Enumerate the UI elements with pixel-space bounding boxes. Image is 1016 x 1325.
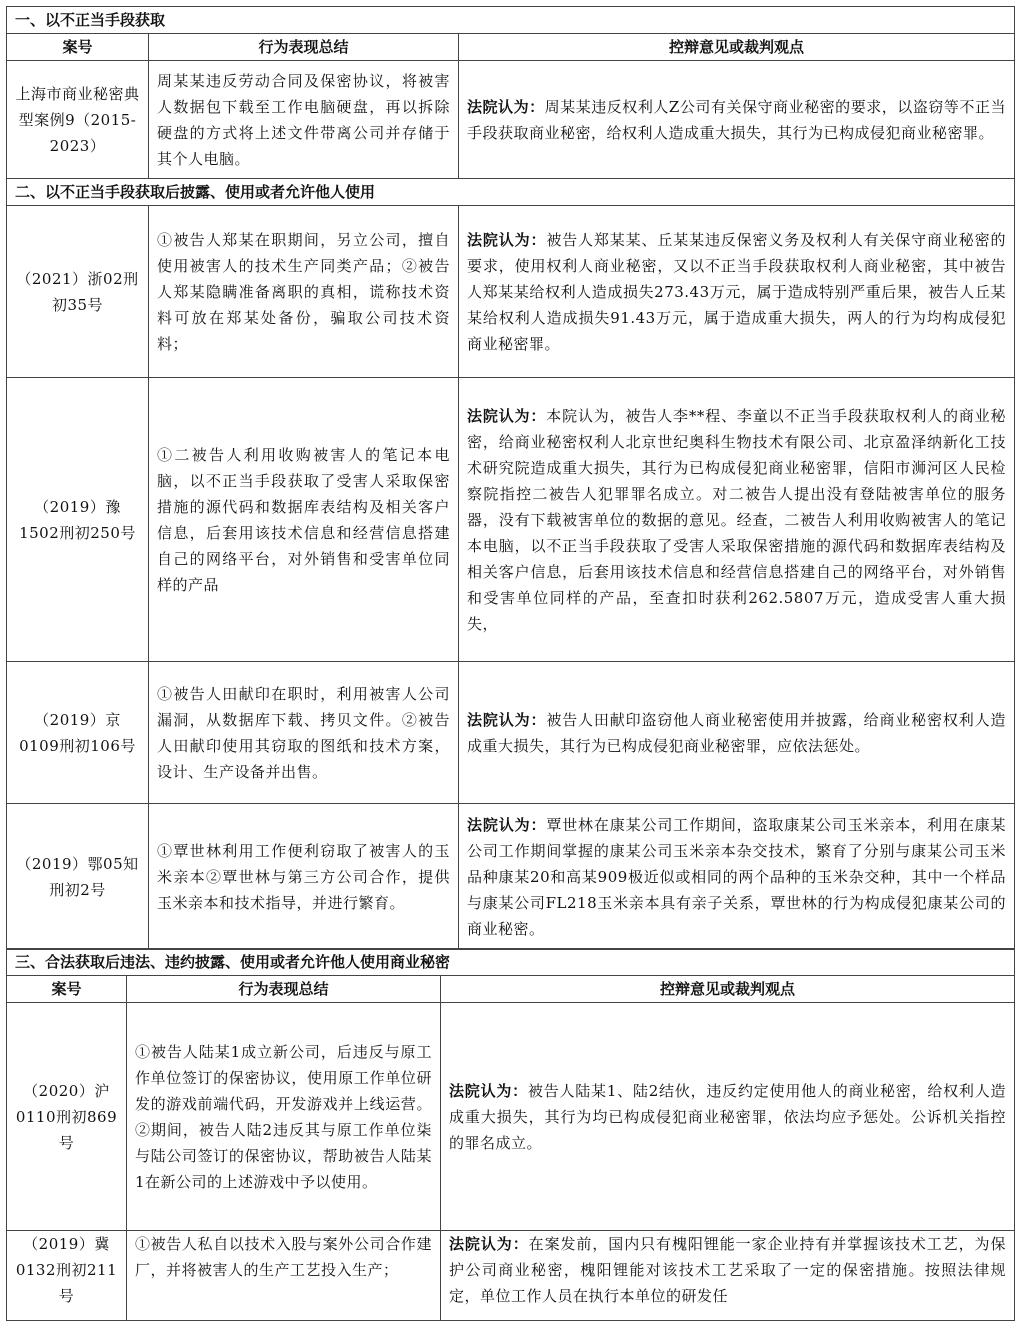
- header-opinion: 控辩意见或裁判观点: [459, 34, 1015, 61]
- behavior-summary: ①被告人田献印在职时，利用被害人公司漏洞，从数据库下载、拷贝文件。②被告人田献印使用其窃取的图纸和技术方案，设计、生产设备并出售。: [149, 662, 459, 804]
- table-row: [7, 206, 1015, 378]
- section-header-row: [7, 7, 1015, 34]
- case-number: （2021）浙02刑初35号: [7, 206, 149, 378]
- opinion-text: 被告人陆某1、陆2结伙，违反约定使用他人的商业秘密，给权利人造成重大损失，其行为均已构成侵犯商业秘密罪，依法均应予惩处。公诉机关指控的罪名成立。: [449, 1081, 1006, 1152]
- section-header-row: [7, 949, 1015, 976]
- table-row: [7, 1231, 1015, 1321]
- case-table: [6, 6, 1015, 950]
- case-number: （2019）豫1502刑初250号: [7, 378, 149, 662]
- opinion-lead: 法院认为：: [467, 815, 547, 834]
- opinion-text: 周某某违反权利人Z公司有关保守商业秘密的要求，以盗窃等不正当手段获取商业秘密，给权利人造成重大损失，其行为已构成侵犯商业秘密罪。: [467, 97, 1006, 142]
- opinion-lead: 法院认为：: [467, 710, 547, 729]
- opinion-text: 在案发前，国内只有槐阳锂能一家企业持有并掌握该技术工艺，为保护公司商业秘密，槐阳锂能对该技术工艺采取了一定的保密措施。按照法律规定，单位工作人员在执行本单位的研发任: [449, 1235, 1006, 1305]
- case-number: （2020）沪0110刑初869号: [7, 1003, 127, 1231]
- column-header-row: [7, 976, 1015, 1003]
- opinion-lead: 法院认为：: [467, 97, 545, 116]
- opinion-lead: 法院认为：: [467, 406, 547, 425]
- section-title: 三、合法获取后违法、违约披露、使用或者允许他人使用商业秘密: [7, 949, 1015, 976]
- header-behavior: 行为表现总结: [127, 976, 441, 1003]
- opinion-text: 被告人田献印盗窃他人商业秘密使用并披露，给商业秘密权利人造成重大损失，其行为已构成侵犯商业秘密罪，应依法惩处。: [467, 710, 1006, 755]
- case-number: 上海市商业秘密典型案例9（2015-2023）: [7, 61, 149, 179]
- table-row: [7, 1003, 1015, 1231]
- header-opinion: 控辩意见或裁判观点: [441, 976, 1015, 1003]
- behavior-summary: ①被告人私自以技术入股与案外公司合作建厂，并将被害人的生产工艺投入生产；: [127, 1231, 441, 1321]
- table-row: [7, 61, 1015, 179]
- opinion-text: 覃世林在康某公司工作期间，盗取康某公司玉米亲本，利用在康某公司工作期间掌握的康某公司玉米亲本杂交技术，繁育了分别与康某公司玉米品种康某20和高某909极近似或相同的两个品种的玉米杂交种，其中一个样品与康某公司FL218玉米亲本具有亲子关系，覃世林的行为构成侵犯康某公司的商业秘密。: [467, 815, 1006, 938]
- court-opinion: [459, 61, 1015, 179]
- table-row: [7, 662, 1015, 804]
- column-header-row: [7, 34, 1015, 61]
- case-number: （2019）冀0132刑初211号: [7, 1231, 127, 1321]
- behavior-summary: ①覃世林利用工作便利窃取了被害人的玉米亲本②覃世林与第三方公司合作，提供玉米亲本和技术指导，并进行繁育。: [149, 804, 459, 950]
- court-opinion: [441, 1003, 1015, 1231]
- header-case-number: 案号: [7, 34, 149, 61]
- opinion-lead: 法院认为：: [449, 1081, 528, 1100]
- behavior-summary: 周某某违反劳动合同及保密协议，将被害人数据包下载至工作电脑硬盘，再以拆除硬盘的方式将上述文件带离公司并存储于其个人电脑。: [149, 61, 459, 179]
- court-opinion: [441, 1231, 1015, 1321]
- behavior-summary: ①被告人陆某1成立新公司，后违反与原工作单位签订的保密协议，使用原工作单位研发的游戏前端代码，开发游戏并上线运营。②期间，被告人陆2违反其与原工作单位柒与陆公司签订的保密协议，帮助被告人陆某1在新公司的上述游戏中予以使用。: [127, 1003, 441, 1231]
- opinion-text: 被告人郑某某、丘某某违反保密义务及权利人有关保守商业秘密的要求，使用权利人商业秘密，又以不正当手段获取权利人商业秘密，其中被告人郑某某给权利人造成损失273.43万元，属于造成特别严重后果，被告人丘某某给权利人造成损失91.43万元，属于造成重大损失，两人的行为均构成侵犯商业秘密罪。: [467, 230, 1006, 353]
- opinion-lead: 法院认为：: [449, 1235, 529, 1253]
- table-row: [7, 378, 1015, 662]
- case-table-section-three: [6, 948, 1015, 1321]
- court-opinion: [459, 206, 1015, 378]
- court-opinion: [459, 378, 1015, 662]
- section-title: 二、以不正当手段获取后披露、使用或者允许他人使用: [7, 179, 1015, 206]
- case-number: （2019）鄂05知刑初2号: [7, 804, 149, 950]
- header-behavior: 行为表现总结: [149, 34, 459, 61]
- behavior-summary: ①被告人郑某在职期间，另立公司，擅自使用被害人的技术生产同类产品；②被告人郑某隐瞒准备离职的真相，谎称技术资料可放在郑某处备份，骗取公司技术资料；: [149, 206, 459, 378]
- case-number: （2019）京0109刑初106号: [7, 662, 149, 804]
- court-opinion: [459, 662, 1015, 804]
- table-row: [7, 804, 1015, 950]
- opinion-text: 本院认为，被告人李**程、李童以不正当手段获取权利人的商业秘密，给商业秘密权利人北京世纪奥科生物技术有限公司、北京盈泽纳新化工技术研究院造成重大损失，其行为已构成侵犯商业秘密罪，信阳市浉河区人民检察院指控二被告人犯罪罪名成立。对二被告人提出没有登陆被害单位的服务器，没有下载被害单位的数据的意见。经查，二被告人利用收购被害人的笔记本电脑，以不正当手段获取了受害人采取保密措施的源代码和数据库表结构及相关客户信息，后套用该技术信息和经营信息搭建自己的网络平台，对外销售和受害单位同样的产品，至查扣时获利262.5807万元，造成受害人重大损失，: [467, 406, 1006, 633]
- header-case-number: 案号: [7, 976, 127, 1003]
- behavior-summary: ①二被告人利用收购被害人的笔记本电脑，以不正当手段获取了受害人采取保密措施的源代码和数据库表结构及相关客户信息，后套用该技术信息和经营信息搭建自己的网络平台，对外销售和受害单位同样的产品: [149, 378, 459, 662]
- section-header-row: [7, 179, 1015, 206]
- section-title: 一、以不正当手段获取: [7, 7, 1015, 34]
- court-opinion: [459, 804, 1015, 950]
- opinion-lead: 法院认为：: [467, 230, 547, 249]
